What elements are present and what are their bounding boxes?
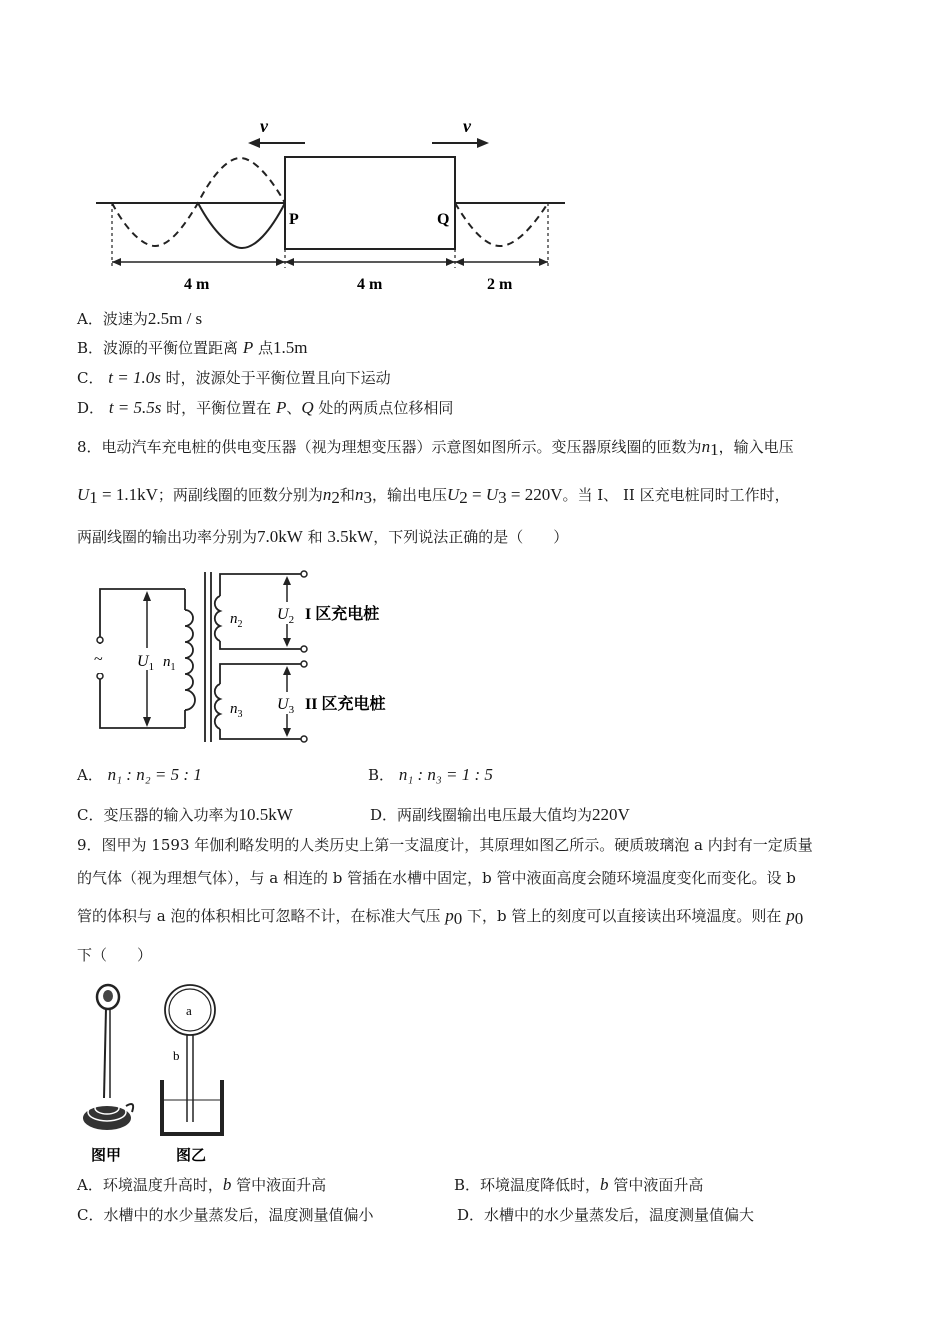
ac-terminal-top [97, 637, 103, 643]
q8-option-b [368, 765, 493, 785]
option-text: 水槽中的水少量蒸发后，温度测量值偏大 [484, 1206, 755, 1224]
u1-arrowhead-down [143, 717, 151, 727]
option-value: 2.5m / s [147, 309, 203, 328]
stem-text: 。当 I、 II 区充电桩同时工作时， [562, 486, 790, 504]
thermoscope-bulb-inner [103, 990, 113, 1002]
velocity-label-left: v [260, 116, 268, 136]
secondary-coil-1 [215, 596, 220, 641]
transformer-figure [90, 565, 410, 750]
option-text: 管中液面升高 [613, 1176, 704, 1194]
u3-label: $U_3$ [277, 696, 295, 716]
label-b: b [173, 1048, 180, 1063]
equals: = [467, 485, 486, 504]
symbol-u1: U [77, 485, 90, 504]
n2-label: $n_2$ [230, 611, 243, 630]
solid-wave-left [198, 203, 285, 248]
symbol-n1: n [701, 437, 711, 456]
stem-text: 9．图甲为 1593 年伽利略发明的人类历史上第一支温度计，其原理如图乙所示。硬质玻璃泡 a 内封有一定质量 [77, 836, 813, 854]
q8-option-a [77, 765, 202, 785]
option-letter: D． [370, 806, 398, 824]
terminal-2-top [301, 661, 307, 667]
dim-arrow-5 [455, 258, 464, 266]
dimension-label-1: 4 m [184, 276, 210, 293]
u2-arrowhead-down [283, 638, 291, 647]
option-letter: C． [77, 1206, 104, 1224]
u3-arrowhead-up [283, 666, 291, 675]
subscript: 3 [498, 488, 507, 507]
n3-label: $n_3$ [230, 701, 243, 720]
symbol-n2: n [322, 485, 332, 504]
symbol-n3: n [354, 485, 364, 504]
q9-option-b [454, 1175, 703, 1195]
water-trough [162, 1080, 222, 1134]
option-text: 波源的平衡位置距离 [103, 339, 239, 357]
symbol-b: b [600, 1175, 609, 1194]
option-text: 点 [258, 339, 274, 357]
stem-text: ，输出电压 [371, 486, 447, 504]
q8-stem-line1 [77, 437, 794, 460]
option-text: 管中液面升高 [236, 1176, 327, 1194]
q9-stem-line3 [77, 906, 803, 929]
option-value: 1.5m [273, 338, 308, 357]
subscript: 3 [363, 488, 372, 507]
point-p: P [275, 398, 287, 417]
q7-option-d [77, 398, 453, 418]
symbol-b: b [222, 1175, 232, 1194]
option-text: 两副线圈输出电压最大值均为 [397, 806, 593, 824]
stem-text: 下，b 管上的刻度可以直接读出环境温度。则在 [467, 907, 782, 925]
option-math: t = 5.5s [108, 398, 162, 417]
option-text: 变压器的输入功率为 [103, 806, 239, 824]
stem-text: ；两副线圈的匝数分别为 [157, 486, 323, 504]
u1-arrowhead-up [143, 591, 151, 601]
point-q: Q [301, 398, 314, 417]
q8-option-d [370, 805, 630, 825]
symbol-u2: U [446, 485, 460, 504]
subscript: 0 [794, 909, 804, 928]
option-letter: C． [77, 806, 104, 824]
option-letter: A． [77, 1176, 103, 1194]
q8-option-c [77, 805, 293, 825]
value-u: = 220V [506, 485, 563, 504]
terminal-1-bottom [301, 646, 307, 652]
option-text: 波速为 [102, 310, 148, 328]
dim-arrow-3 [285, 258, 294, 266]
option-letter: B． [454, 1176, 481, 1194]
secondary-coil-2 [215, 684, 220, 729]
ac-symbol: ~ [94, 651, 103, 668]
power-2: 3.5kW [327, 527, 374, 546]
velocity-arrowhead-right [477, 138, 489, 148]
option-letter: A． [77, 766, 103, 784]
stem-text: 和 [339, 486, 355, 504]
q7-option-c [77, 368, 391, 388]
option-text: 时，平衡位置在 [166, 399, 272, 417]
stem-text: ，输入电压 [718, 438, 794, 456]
dashed-wave-right [455, 203, 548, 246]
velocity-arrowhead-left [248, 138, 260, 148]
option-letter: A． [77, 310, 103, 328]
stem-text: 两副线圈的输出功率分别为 [77, 528, 258, 546]
dim-arrow-6 [539, 258, 548, 266]
caption-jia: 图甲 [91, 1148, 122, 1164]
q9-option-c [77, 1205, 374, 1225]
separator: 、 [286, 399, 302, 417]
q7-option-a [77, 309, 202, 329]
option-value: 10.5kW [238, 805, 293, 824]
terminal-2-bottom [301, 736, 307, 742]
u2-label: $U_2$ [277, 606, 295, 626]
zone-1-label: I 区充电桩 [305, 606, 380, 623]
subscript: 1 [710, 440, 719, 459]
n1-label: $n_1$ [163, 654, 176, 673]
option-math: t = 1.0s [108, 368, 161, 387]
value-u1: = 1.1kV [97, 485, 158, 504]
option-letter: B． [368, 766, 395, 784]
q8-stem-line3 [77, 527, 568, 547]
stem-text: 8．电动汽车充电桩的供电变压器（视为理想变压器）示意图如图所示。变压器原线圈的匝数为 [77, 438, 702, 456]
option-value: 220V [592, 805, 630, 824]
dimension-label-3: 2 m [487, 276, 513, 293]
subscript: 2 [331, 488, 340, 507]
option-math: n₁ : n₃ = 1 : 5 [398, 765, 493, 784]
u2-arrowhead-up [283, 576, 291, 585]
option-math: n₁ : n₂ = 5 : 1 [107, 765, 202, 784]
stem-text: ，下列说法正确的是（ ） [373, 528, 569, 546]
q9-stem-line2 [77, 868, 796, 888]
q9-stem-line1 [77, 835, 813, 855]
primary-coil [185, 610, 195, 710]
u3-arrowhead-down [283, 728, 291, 737]
option-text: 水槽中的水少量蒸发后，温度测量值偏小 [103, 1206, 374, 1224]
u1-label: $U_1$ [137, 653, 155, 673]
option-letter: D． [77, 399, 105, 417]
thermoscope-base-outer [83, 1106, 131, 1130]
caption-yi: 图乙 [176, 1148, 207, 1164]
symbol-u3: U [485, 485, 499, 504]
dim-arrow-4 [446, 258, 455, 266]
thermoscope-tube-1 [104, 1008, 106, 1098]
wave-figure [90, 105, 580, 300]
option-text: 环境温度升高时， [102, 1176, 223, 1194]
option-text: 处的两质点位移相同 [318, 399, 454, 417]
ac-terminal-bottom [97, 673, 103, 679]
stem-text: 下（ ） [77, 946, 153, 964]
option-text: 环境温度降低时， [480, 1176, 601, 1194]
stem-text: 的气体（视为理想气体），与 a 相连的 b 管插在水槽中固定，b 管中液面高度会随环境温度变化而变化。设 b [77, 869, 796, 887]
option-letter: B． [77, 339, 104, 357]
zone-2-label: II 区充电桩 [305, 696, 386, 713]
option-letter: C． [77, 369, 104, 387]
power-1: 7.0kW [257, 527, 303, 546]
subscript: 1 [89, 488, 98, 507]
option-text: 时，波源处于平衡位置且向下运动 [165, 369, 391, 387]
thermoscope-handle [126, 1104, 133, 1112]
point-p-label: P [289, 211, 299, 228]
q7-option-b [77, 338, 308, 358]
subscript: 0 [453, 909, 463, 928]
stem-text: 和 [307, 528, 323, 546]
terminal-1-top [301, 571, 307, 577]
q9-option-a [77, 1175, 326, 1195]
velocity-label-right: v [463, 116, 471, 136]
symbol-p0: p [445, 906, 454, 925]
stem-text: 管的体积与 a 泡的体积相比可忽略不计，在标准大气压 [77, 907, 441, 925]
q9-option-d [457, 1205, 754, 1225]
point-q-label: Q [437, 211, 450, 228]
dimension-label-2: 4 m [357, 276, 383, 293]
q8-stem-line2 [77, 485, 790, 508]
subscript: 2 [459, 488, 468, 507]
thermometer-figure [78, 978, 238, 1168]
point-p: P [242, 338, 254, 357]
dim-arrow-1 [112, 258, 121, 266]
dim-arrow-2 [276, 258, 285, 266]
symbol-p0: p [786, 906, 795, 925]
option-letter: D． [457, 1206, 485, 1224]
label-a: a [186, 1003, 192, 1018]
q9-stem-line4 [77, 945, 152, 965]
rectangle-block [285, 157, 455, 249]
